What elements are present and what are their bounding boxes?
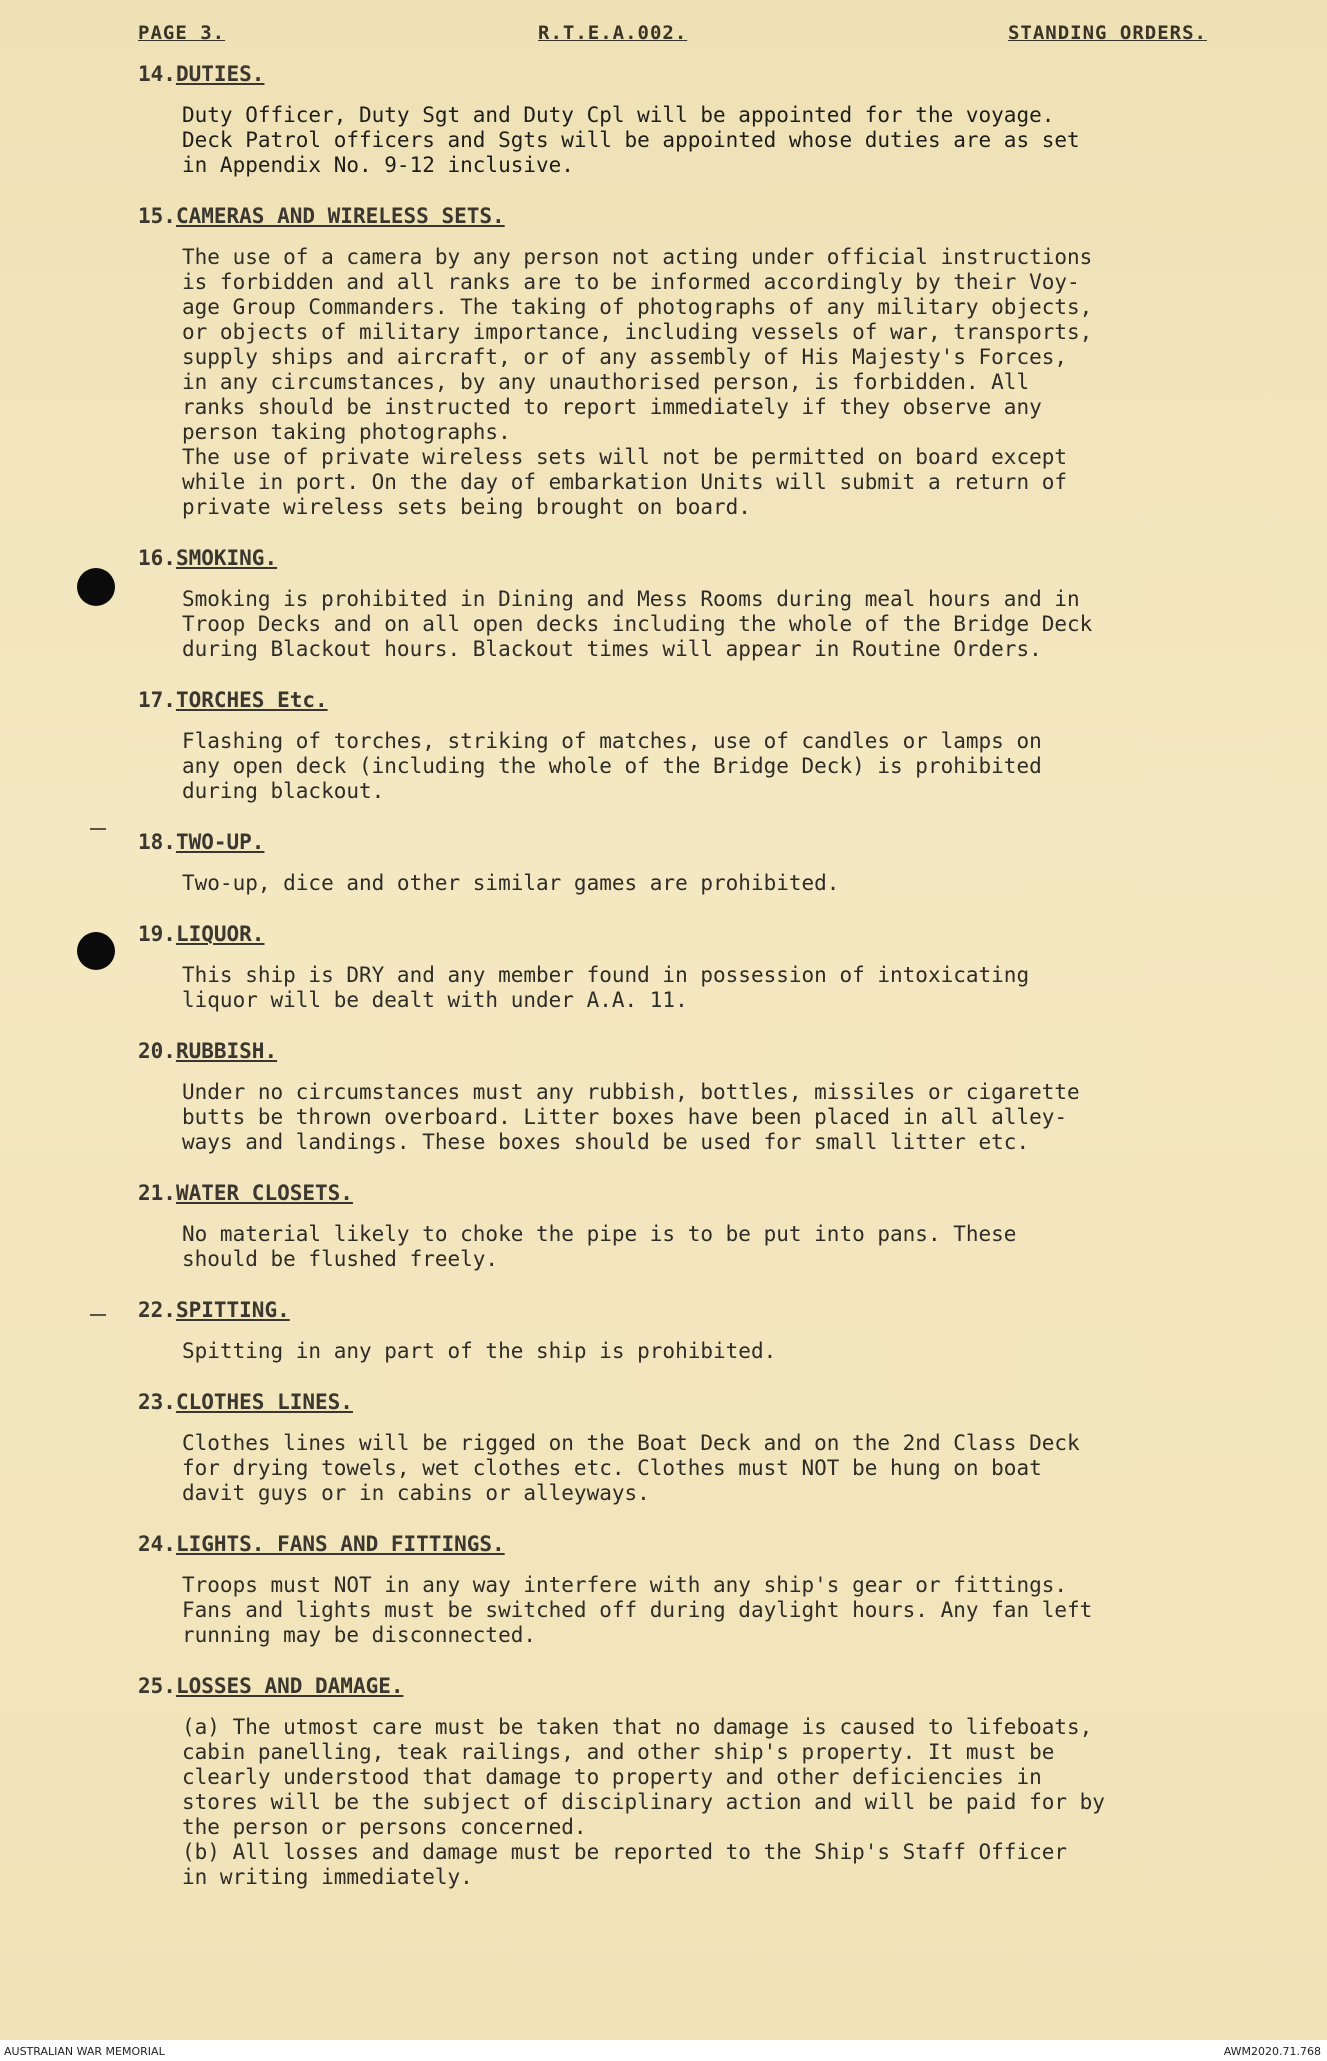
- section-liquor: [138, 922, 1278, 1013]
- section-paragraph: Flashing of torches, striking of matches, use of candles or lamps on any open deck (including the whole of the Bridge Deck) is prohibited during blackout.: [182, 729, 1042, 803]
- section-duties: [138, 62, 1278, 178]
- section-number: 24.: [138, 1532, 176, 1556]
- section-number: 17.: [138, 688, 176, 712]
- section-title: WATER CLOSETS.: [175, 1181, 353, 1205]
- section-paragraph: This ship is DRY and any member found in possession of intoxicating liquor will be dealt with under A.A. 11.: [182, 963, 1030, 1012]
- punch-hole: [77, 568, 115, 606]
- section-number: 15.: [138, 204, 176, 228]
- document-body: [138, 62, 1278, 1916]
- section-heading: [138, 546, 1278, 571]
- section-paragraph: (a) The utmost care must be taken that no damage is caused to lifeboats, cabin panelling, teak railings, and other ship's property. It must be clearly understood that damage to property and other deficiencies in stores will be the subject of disciplinary action and will be paid for by the person or persons concerned.: [182, 1715, 1105, 1839]
- section-lights-fans-fittings: [138, 1532, 1278, 1648]
- margin-mark: [90, 828, 106, 830]
- section-title: TORCHES Etc.: [175, 688, 328, 712]
- header-page-number: PAGE 3.: [138, 22, 226, 44]
- section-heading: [138, 1390, 1278, 1415]
- section-paragraph: (b) All losses and damage must be reported to the Ship's Staff Officer in writing immediately.: [182, 1840, 1068, 1889]
- section-rubbish: [138, 1039, 1278, 1155]
- section-heading: [138, 1674, 1278, 1699]
- section-heading: [138, 62, 1278, 87]
- page-header: [138, 22, 1207, 50]
- section-spitting: [138, 1298, 1278, 1364]
- section-number: 16.: [138, 546, 176, 570]
- section-title: TWO-UP.: [175, 830, 265, 854]
- footer-accession-number: AWM2020.71.768: [1223, 2045, 1321, 2058]
- section-title: RUBBISH.: [175, 1039, 278, 1063]
- section-number: 23.: [138, 1390, 176, 1414]
- section-two-up: [138, 830, 1278, 896]
- section-title: CAMERAS AND WIRELESS SETS.: [175, 204, 505, 228]
- section-torches: [138, 688, 1278, 804]
- footer-source: AUSTRALIAN WAR MEMORIAL: [4, 2045, 165, 2058]
- section-heading: [138, 1181, 1278, 1206]
- section-number: 19.: [138, 922, 176, 946]
- section-paragraph: The use of private wireless sets will not be permitted on board except while in port. On the day of embarkation Units will submit a return of private wireless sets being brought on board.: [182, 445, 1068, 519]
- section-number: 14.: [138, 62, 176, 86]
- section-title: SMOKING.: [175, 546, 278, 570]
- section-paragraph: Clothes lines will be rigged on the Boat Deck and on the 2nd Class Deck for drying towels, wet clothes etc. Clothes must NOT be hung on boat davit guys or in cabins or alleyways.: [182, 1431, 1080, 1505]
- section-paragraph: Two-up, dice and other similar games are prohibited.: [182, 871, 840, 895]
- section-smoking: [138, 546, 1278, 662]
- section-title: CLOTHES LINES.: [175, 1390, 353, 1414]
- section-heading: [138, 204, 1278, 229]
- section-title: LIGHTS. FANS AND FITTINGS.: [175, 1532, 505, 1556]
- section-number: 25.: [138, 1674, 176, 1698]
- section-heading: [138, 688, 1278, 713]
- section-heading: [138, 1039, 1278, 1064]
- section-water-closets: [138, 1181, 1278, 1272]
- section-number: 22.: [138, 1298, 176, 1322]
- section-heading: [138, 922, 1278, 947]
- section-number: 20.: [138, 1039, 176, 1063]
- section-heading: [138, 1298, 1278, 1323]
- section-title: SPITTING.: [175, 1298, 290, 1322]
- section-number: 21.: [138, 1181, 176, 1205]
- section-heading: [138, 830, 1278, 855]
- punch-hole: [77, 932, 115, 970]
- header-reference: R.T.E.A.002.: [538, 22, 688, 44]
- section-losses-damage: [138, 1674, 1278, 1890]
- section-title: DUTIES.: [175, 62, 265, 86]
- section-paragraph: Smoking is prohibited in Dining and Mess Rooms during meal hours and in Troop Decks and on all open decks including the whole of the Bridge Deck during Blackout hours. Blackout times will appear in Routine Orders.: [182, 587, 1093, 661]
- section-cameras-wireless: [138, 204, 1278, 520]
- section-title: LOSSES AND DAMAGE.: [175, 1674, 404, 1698]
- margin-mark: [90, 1314, 106, 1316]
- section-paragraph: Troops must NOT in any way interfere with any ship's gear or fittings. Fans and lights must be switched off during daylight hours. Any fan left running may be disconnected.: [182, 1573, 1093, 1647]
- section-paragraph: Spitting in any part of the ship is prohibited.: [182, 1339, 777, 1363]
- section-paragraph: No material likely to choke the pipe is to be put into pans. These should be flushed freely.: [182, 1222, 1017, 1271]
- archive-footer: [0, 2045, 1327, 2061]
- section-title: LIQUOR.: [175, 922, 265, 946]
- header-title: STANDING ORDERS.: [1007, 22, 1207, 44]
- section-number: 18.: [138, 830, 176, 854]
- section-paragraph: Under no circumstances must any rubbish, bottles, missiles or cigarette butts be thrown overboard. Litter boxes have been placed in all alley- ways and landings. These boxes should be used for small litter etc.: [182, 1080, 1080, 1154]
- section-clothes-lines: [138, 1390, 1278, 1506]
- section-paragraph: Duty Officer, Duty Sgt and Duty Cpl will be appointed for the voyage. Deck Patrol officers and Sgts will be appointed whose duties are as set in Appendix No. 9-12 inclusive.: [182, 103, 1080, 177]
- section-paragraph: The use of a camera by any person not acting under official instructions is forbidden and all ranks are to be informed accordingly by their Voy- age Group Commanders. The taking of photographs of any military objects, or objects of military importance, including vessels of war, transports, supply ships and aircraft, or of any assembly of His Majesty's Forces, in any circumstances, by any unauthorised person, is forbidden. All ranks should be instructed to report immediately if they observe any person taking photographs.: [182, 245, 1093, 444]
- section-heading: [138, 1532, 1278, 1557]
